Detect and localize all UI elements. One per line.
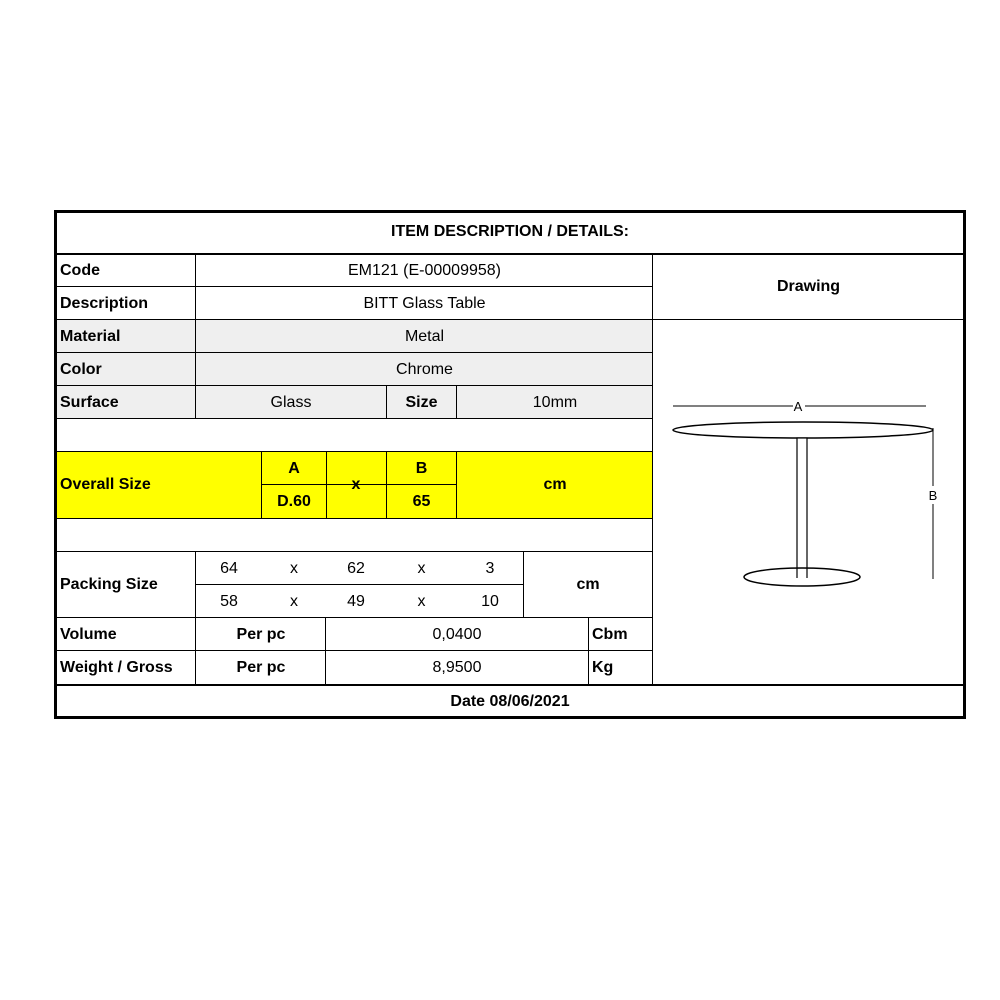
surface-label: Surface <box>60 393 119 411</box>
volume-unit: Cbm <box>592 625 628 643</box>
code-label: Code <box>60 261 100 279</box>
packing-row2-x1: x <box>290 592 298 610</box>
packing-row2-dim3: 10 <box>481 592 499 610</box>
overall-size-col-a: A <box>288 459 300 477</box>
volume-value: 0,0400 <box>432 625 482 643</box>
material-label: Material <box>60 327 121 345</box>
packing-row2-dim1: 58 <box>220 592 238 610</box>
table-base <box>744 568 860 586</box>
description-value: BITT Glass Table <box>363 294 486 312</box>
overall-size-col-x <box>326 452 386 518</box>
drawing-title: Drawing <box>776 278 841 295</box>
color-value: Chrome <box>396 360 453 378</box>
footer-date: Date 08/06/2021 <box>450 693 570 710</box>
packing-size-unit: cm <box>576 576 600 593</box>
table-top <box>673 422 933 438</box>
dimension-a-label: A <box>793 399 803 414</box>
packing-row1-dim1: 64 <box>220 559 238 577</box>
packing-row1-x2: x <box>417 559 426 577</box>
overall-size-unit: cm <box>543 476 567 493</box>
color-label: Color <box>60 360 102 378</box>
description-label: Description <box>60 294 149 312</box>
volume-label: Volume <box>60 625 117 643</box>
border-left <box>54 210 57 719</box>
code-value: EM121 (E-00009958) <box>348 261 501 279</box>
overall-size-col-b: B <box>415 459 428 477</box>
border-bottom <box>54 716 966 719</box>
border-right <box>963 210 966 719</box>
packing-row1-x1: x <box>290 559 298 577</box>
overall-size-label: Overall Size <box>60 476 151 493</box>
overall-size-value-a: D.60 <box>277 492 311 510</box>
surface-value: Glass <box>270 393 312 411</box>
rule-header <box>56 253 964 255</box>
table-drawing <box>653 320 964 685</box>
sheet-title: ITEM DESCRIPTION / DETAILS: <box>391 223 629 240</box>
packing-row1-dim3: 3 <box>485 559 495 577</box>
material-value: Metal <box>404 327 445 345</box>
dimension-b-label: B <box>928 488 938 503</box>
weight-unit: Kg <box>592 659 614 676</box>
size-value: 10mm <box>532 393 578 411</box>
packing-row1-dim2: 62 <box>347 559 365 577</box>
weight-label: Weight / Gross <box>60 659 173 676</box>
border-top <box>54 210 966 213</box>
packing-row2-dim2: 49 <box>347 592 365 610</box>
weight-per: Per pc <box>236 659 286 676</box>
table-pole <box>797 438 807 574</box>
size-label: Size <box>405 393 438 411</box>
packing-size-label: Packing Size <box>60 576 158 593</box>
weight-value: 8,9500 <box>432 659 482 676</box>
packing-row2-x2: x <box>417 592 426 610</box>
overall-size-value-b: 65 <box>412 492 431 510</box>
volume-per: Per pc <box>236 625 286 643</box>
